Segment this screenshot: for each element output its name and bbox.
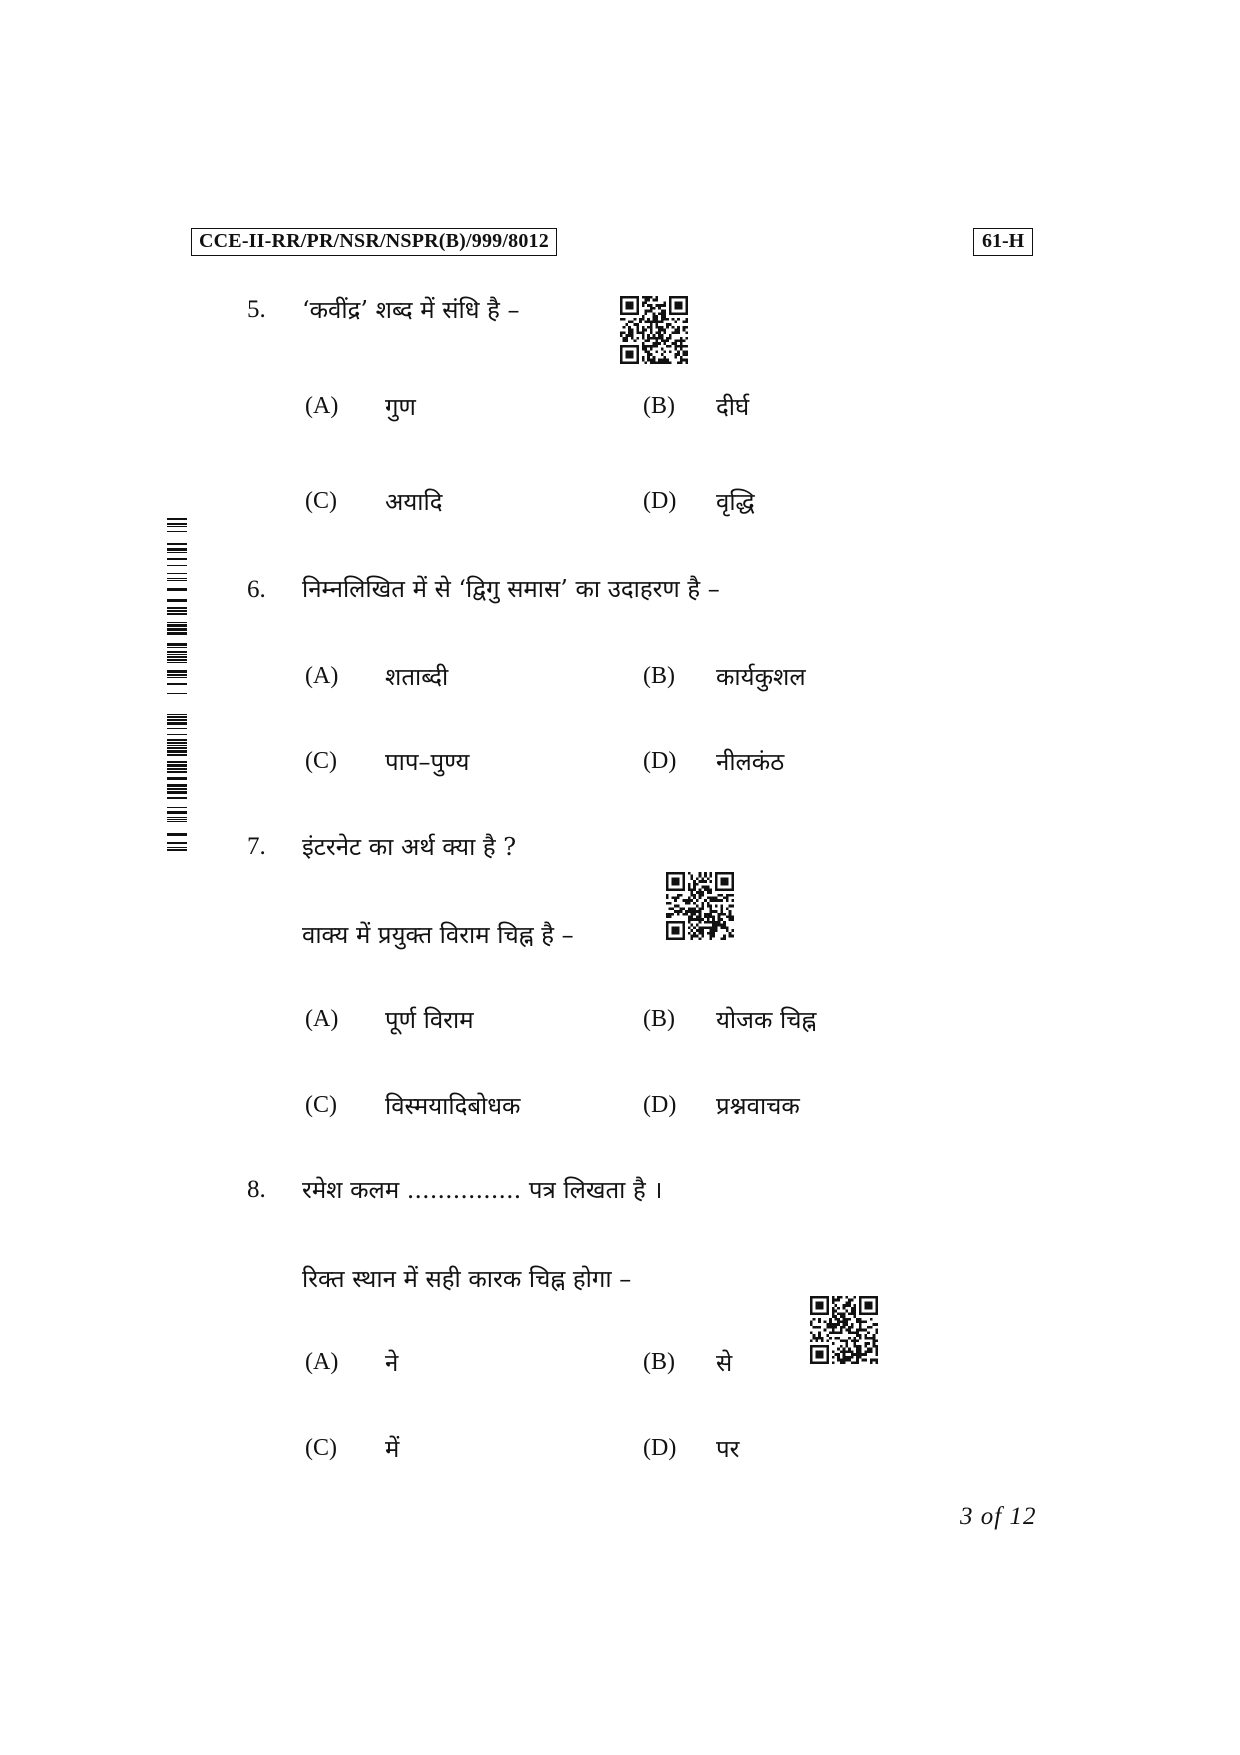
question-text: ‘कवींद्र’ शब्द में संधि है –: [302, 296, 520, 324]
qr-code-icon: [666, 872, 734, 940]
question-number: 6.: [247, 576, 266, 603]
option-text: पर: [716, 1435, 740, 1463]
option-text: शताब्दी: [385, 663, 449, 691]
option-label: (D): [643, 1092, 677, 1118]
option-text: पाप–पुण्य: [385, 748, 470, 776]
question-number: 5.: [247, 296, 266, 323]
option-label: (D): [643, 488, 677, 514]
option-label: (B): [643, 1006, 675, 1032]
option-label: (C): [305, 748, 337, 774]
option-label: (A): [305, 663, 339, 689]
option-text: गुण: [385, 393, 416, 421]
option-text: वृद्धि: [716, 488, 755, 516]
question-subtext: वाक्य में प्रयुक्त विराम चिह्न है –: [302, 921, 574, 949]
option-label: (C): [305, 488, 337, 514]
option-label: (B): [643, 393, 675, 419]
question-text: रमेश कलम ............... पत्र लिखता है ।: [302, 1176, 663, 1204]
barcode-icon: [167, 518, 187, 856]
option-text: पूर्ण विराम: [385, 1006, 474, 1034]
option-text: ने: [385, 1349, 399, 1377]
option-text: योजक चिह्न: [716, 1006, 817, 1034]
option-label: (A): [305, 1006, 339, 1032]
option-label: (A): [305, 393, 339, 419]
question-subtext: रिक्त स्थान में सही कारक चिह्न होगा –: [302, 1265, 632, 1293]
question-text: इंटरनेट का अर्थ क्या है ?: [302, 833, 517, 861]
option-text: नीलकंठ: [716, 748, 785, 776]
page-number: 3 of 12: [960, 1503, 1037, 1530]
qr-code-icon: [620, 296, 688, 364]
option-text: प्रश्नवाचक: [716, 1092, 800, 1120]
paper-code: CCE-II-RR/PR/NSR/NSPR(B)/999/8012: [191, 228, 557, 256]
set-code: 61-H: [973, 228, 1033, 256]
qr-code-icon: [810, 1296, 878, 1364]
option-label: (D): [643, 748, 677, 774]
option-label: (B): [643, 663, 675, 689]
question-text: निम्नलिखित में से ‘द्विगु समास’ का उदाहरण है –: [302, 575, 720, 603]
option-label: (D): [643, 1435, 677, 1461]
option-text: दीर्घ: [716, 393, 750, 421]
option-label: (C): [305, 1092, 337, 1118]
option-text: से: [716, 1349, 733, 1377]
option-label: (A): [305, 1349, 339, 1375]
question-number: 8.: [247, 1176, 266, 1203]
question-number: 7.: [247, 833, 266, 860]
option-text: कार्यकुशल: [716, 663, 806, 691]
option-label: (B): [643, 1349, 675, 1375]
option-text: विस्मयादिबोधक: [385, 1092, 521, 1120]
option-text: अयादि: [385, 488, 443, 516]
option-text: में: [385, 1435, 400, 1463]
option-label: (C): [305, 1435, 337, 1461]
